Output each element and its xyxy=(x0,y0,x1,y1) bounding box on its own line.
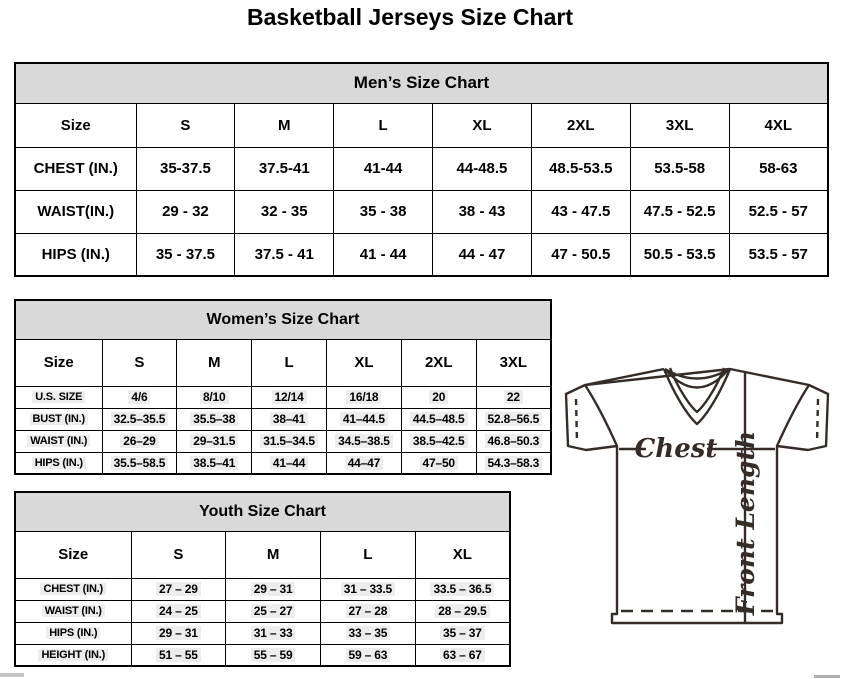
horizontal-scrollbar-fragment-right[interactable] xyxy=(814,675,840,678)
youth-value-cell: 29 – 31 xyxy=(226,578,321,600)
youth-row-label: WAIST (IN.) xyxy=(15,600,131,622)
womens-value-cell: 46.8–50.3 xyxy=(476,430,551,452)
womens-value-cell: 16/18 xyxy=(326,386,401,408)
mens-value-cell: 38 - 43 xyxy=(433,190,532,233)
mens-value-cell: 43 - 47.5 xyxy=(531,190,630,233)
womens-value-cell: 8/10 xyxy=(177,386,252,408)
mens-value-cell: 41-44 xyxy=(334,147,433,190)
womens-size-col: M xyxy=(177,339,252,386)
womens-value-cell: 38.5–41 xyxy=(177,452,252,474)
mens-value-cell: 41 - 44 xyxy=(334,233,433,276)
mens-hips-row xyxy=(15,233,828,276)
youth-value-cell: 31 – 33.5 xyxy=(321,578,416,600)
womens-value-cell: 41–44 xyxy=(252,452,327,474)
womens-value-cell: 29–31.5 xyxy=(177,430,252,452)
womens-value-cell: 12/14 xyxy=(252,386,327,408)
mens-row-label: CHEST (IN.) xyxy=(15,147,136,190)
womens-value-cell: 38–41 xyxy=(252,408,327,430)
mens-value-cell: 44 - 47 xyxy=(433,233,532,276)
womens-row-label: U.S. SIZE xyxy=(15,386,102,408)
womens-hips-row xyxy=(15,452,551,474)
womens-value-cell: 4/6 xyxy=(102,386,177,408)
womens-waist-row xyxy=(15,430,551,452)
womens-size-col: XL xyxy=(326,339,401,386)
womens-value-cell: 52.8–56.5 xyxy=(476,408,551,430)
womens-chart-title: Women’s Size Chart xyxy=(15,300,551,339)
youth-chest-row xyxy=(15,578,510,600)
womens-ussize-row xyxy=(15,386,551,408)
mens-size-col: S xyxy=(136,103,235,147)
womens-value-cell: 35.5–38 xyxy=(177,408,252,430)
womens-value-cell: 26–29 xyxy=(102,430,177,452)
womens-value-cell: 54.3–58.3 xyxy=(476,452,551,474)
mens-value-cell: 35 - 38 xyxy=(334,190,433,233)
chest-label: Chest xyxy=(634,434,718,464)
womens-bust-row xyxy=(15,408,551,430)
womens-value-cell: 22 xyxy=(476,386,551,408)
womens-value-cell: 44.5–48.5 xyxy=(401,408,476,430)
womens-size-header-row xyxy=(15,339,551,386)
youth-value-cell: 55 – 59 xyxy=(226,644,321,666)
womens-value-cell: 20 xyxy=(401,386,476,408)
mens-value-cell: 48.5-53.5 xyxy=(531,147,630,190)
mens-size-header-row xyxy=(15,103,828,147)
womens-value-cell: 35.5–58.5 xyxy=(102,452,177,474)
mens-value-cell: 37.5-41 xyxy=(235,147,334,190)
youth-value-cell: 24 – 25 xyxy=(131,600,226,622)
youth-size-header-cell: Size xyxy=(15,531,131,578)
mens-size-chart-table xyxy=(14,62,829,277)
mens-value-cell: 53.5 - 57 xyxy=(729,233,828,276)
womens-value-cell: 41–44.5 xyxy=(326,408,401,430)
youth-size-col: L xyxy=(321,531,416,578)
womens-value-cell: 44–47 xyxy=(326,452,401,474)
mens-row-label: WAIST(IN.) xyxy=(15,190,136,233)
womens-size-header-cell: Size xyxy=(15,339,102,386)
jersey-measurement-diagram xyxy=(545,350,843,640)
mens-value-cell: 50.5 - 53.5 xyxy=(630,233,729,276)
womens-size-col: 3XL xyxy=(476,339,551,386)
womens-row-label: HIPS (IN.) xyxy=(15,452,102,474)
womens-value-cell: 47–50 xyxy=(401,452,476,474)
youth-size-col: S xyxy=(131,531,226,578)
youth-size-col: XL xyxy=(415,531,510,578)
mens-chest-row xyxy=(15,147,828,190)
mens-value-cell: 52.5 - 57 xyxy=(729,190,828,233)
mens-value-cell: 32 - 35 xyxy=(235,190,334,233)
page-title: Basketball Jerseys Size Chart xyxy=(246,4,573,30)
youth-size-chart-table xyxy=(14,491,511,667)
youth-value-cell: 59 – 63 xyxy=(321,644,416,666)
horizontal-scrollbar-fragment-left[interactable] xyxy=(0,673,24,677)
youth-height-row xyxy=(15,644,510,666)
mens-size-col: 3XL xyxy=(630,103,729,147)
youth-row-label: CHEST (IN.) xyxy=(15,578,131,600)
youth-chart-title: Youth Size Chart xyxy=(15,492,510,531)
youth-hips-row xyxy=(15,622,510,644)
jersey-outline xyxy=(566,369,828,623)
front-length-label: Front Length xyxy=(731,430,760,616)
youth-value-cell: 29 – 31 xyxy=(131,622,226,644)
womens-value-cell: 38.5–42.5 xyxy=(401,430,476,452)
youth-value-cell: 51 – 55 xyxy=(131,644,226,666)
womens-size-col: L xyxy=(252,339,327,386)
womens-size-chart-table xyxy=(14,299,552,475)
mens-size-col: M xyxy=(235,103,334,147)
womens-row-label: BUST (IN.) xyxy=(15,408,102,430)
mens-size-col: L xyxy=(334,103,433,147)
mens-waist-row xyxy=(15,190,828,233)
mens-value-cell: 37.5 - 41 xyxy=(235,233,334,276)
youth-value-cell: 63 – 67 xyxy=(415,644,510,666)
youth-value-cell: 35 – 37 xyxy=(415,622,510,644)
mens-value-cell: 29 - 32 xyxy=(136,190,235,233)
womens-value-cell: 32.5–35.5 xyxy=(102,408,177,430)
youth-row-label: HEIGHT (IN.) xyxy=(15,644,131,666)
youth-value-cell: 27 – 29 xyxy=(131,578,226,600)
mens-size-col: XL xyxy=(433,103,532,147)
womens-size-col: S xyxy=(102,339,177,386)
mens-row-label: HIPS (IN.) xyxy=(15,233,136,276)
womens-value-cell: 31.5–34.5 xyxy=(252,430,327,452)
youth-value-cell: 31 – 33 xyxy=(226,622,321,644)
youth-value-cell: 27 – 28 xyxy=(321,600,416,622)
mens-size-col: 4XL xyxy=(729,103,828,147)
mens-value-cell: 58-63 xyxy=(729,147,828,190)
mens-value-cell: 44-48.5 xyxy=(433,147,532,190)
youth-value-cell: 25 – 27 xyxy=(226,600,321,622)
womens-value-cell: 34.5–38.5 xyxy=(326,430,401,452)
womens-row-label: WAIST (IN.) xyxy=(15,430,102,452)
mens-size-header-cell: Size xyxy=(15,103,136,147)
mens-value-cell: 47.5 - 52.5 xyxy=(630,190,729,233)
mens-value-cell: 35-37.5 xyxy=(136,147,235,190)
youth-value-cell: 28 – 29.5 xyxy=(415,600,510,622)
mens-chart-title: Men’s Size Chart xyxy=(15,63,828,103)
youth-size-col: M xyxy=(226,531,321,578)
youth-waist-row xyxy=(15,600,510,622)
youth-value-cell: 33.5 – 36.5 xyxy=(415,578,510,600)
mens-size-col: 2XL xyxy=(531,103,630,147)
mens-value-cell: 35 - 37.5 xyxy=(136,233,235,276)
mens-value-cell: 47 - 50.5 xyxy=(531,233,630,276)
youth-size-header-row xyxy=(15,531,510,578)
mens-value-cell: 53.5-58 xyxy=(630,147,729,190)
youth-row-label: HIPS (IN.) xyxy=(15,622,131,644)
youth-value-cell: 33 – 35 xyxy=(321,622,416,644)
womens-size-col: 2XL xyxy=(401,339,476,386)
